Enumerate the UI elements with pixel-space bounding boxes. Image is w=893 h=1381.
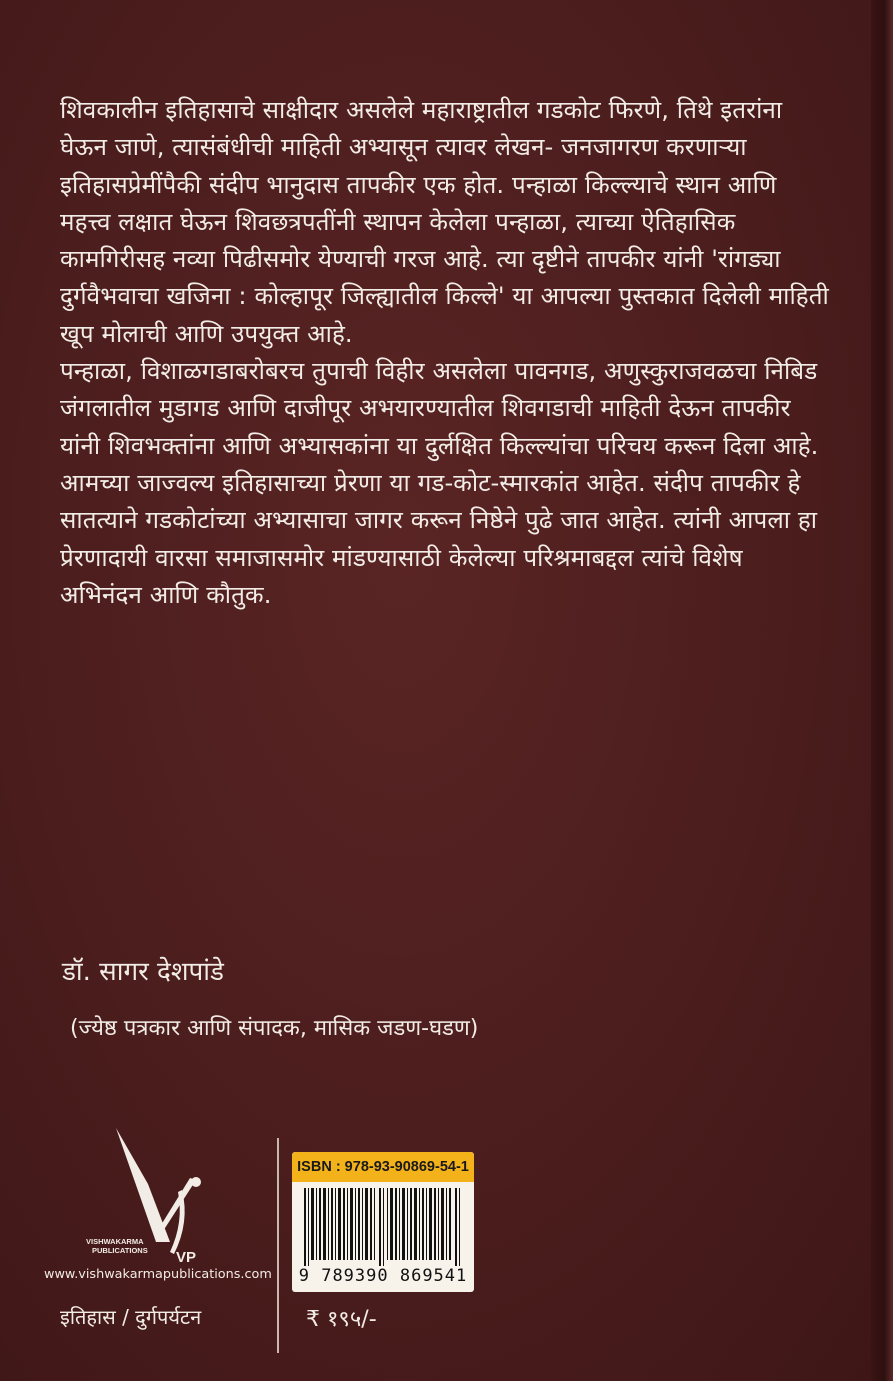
- isbn-label: ISBN : 978-93-90869-54-1: [292, 1152, 474, 1182]
- publisher-initials: VP: [176, 1249, 197, 1266]
- barcode-icon: [300, 1188, 466, 1266]
- barcode-digits: 9 789390 869541: [298, 1266, 468, 1286]
- book-price: ₹ १९५/-: [306, 1307, 377, 1332]
- vp-logo-icon: [78, 1122, 228, 1267]
- blurb: [60, 92, 830, 614]
- spine-edge: [871, 0, 893, 1381]
- isbn-barcode: [292, 1152, 474, 1292]
- publisher-name-line-2: PUBLICATIONS: [92, 1246, 148, 1255]
- publisher-website: www.vishwakarmapublications.com: [44, 1267, 272, 1282]
- author-name: डॉ. सागर देशपांडे: [62, 957, 224, 987]
- blurb-paragraph-1: शिवकालीन इतिहासाचे साक्षीदार असलेले महाराष्ट्रातील गडकोट फिरणे, तिथे इतरांना घेऊन जाणे, त्यासंबंधीची माहिती अभ्यासून त्यावर लेखन- जनजागरण करणाऱ्या इतिहासप्रेमींपैकी संदीप भानुदास तापकीर एक होत. पन्हाळा किल्ल्याचे स्थान आणि महत्त्व लक्षात घेऊन शिवछत्रपतींनी स्थापन केलेला पन्हाळा, त्याच्या ऐतिहासिक कामगिरीसह नव्या पिढीसमोर येण्याची गरज आहे. त्या दृष्टीने तापकीर यांनी 'रांगड्या दुर्गवैभवाचा खजिना : कोल्हापूर जिल्ह्यातील किल्ले' या आपल्या पुस्तकात दिलेली माहिती खूप मोलाची आणि उपयुक्त आहे.: [60, 96, 829, 348]
- blurb-paragraph-2: पन्हाळा, विशाळगडाबरोबरच तुपाची विहीर असलेला पावनगड, अणुस्कुराजवळचा निबिड जंगलातील मुडागड आणि दाजीपूर अभयारण्यातील शिवगडाची माहिती देऊन तापकीर यांनी शिवभक्तांना आणि अभ्यासकांना या दुर्लक्षित किल्ल्यांचा परिचय करून दिला आहे. आमच्या जाज्वल्य इतिहासाच्या प्रेरणा या गड-कोट-स्मारकांत आहेत. संदीप तापकीर हे सातत्याने गडकोटांच्या अभ्यासाचा जागर करून निष्ठेने पुढे जात आहेत. त्यांनी आपला हा प्रेरणादायी वारसा समाजासमोर मांडण्यासाठी केलेल्या परिश्रमाबद्दल त्यांचे विशेष अभिनंदन आणि कौतुक.: [60, 357, 819, 609]
- publisher-name-line-1: VISHWAKARMA: [86, 1237, 144, 1246]
- book-category: इतिहास / दुर्गपर्यटन: [60, 1305, 202, 1329]
- vertical-divider: [277, 1138, 279, 1353]
- author-designation: (ज्येष्ठ पत्रकार आणि संपादक, मासिक जडण-घडण): [70, 1016, 479, 1041]
